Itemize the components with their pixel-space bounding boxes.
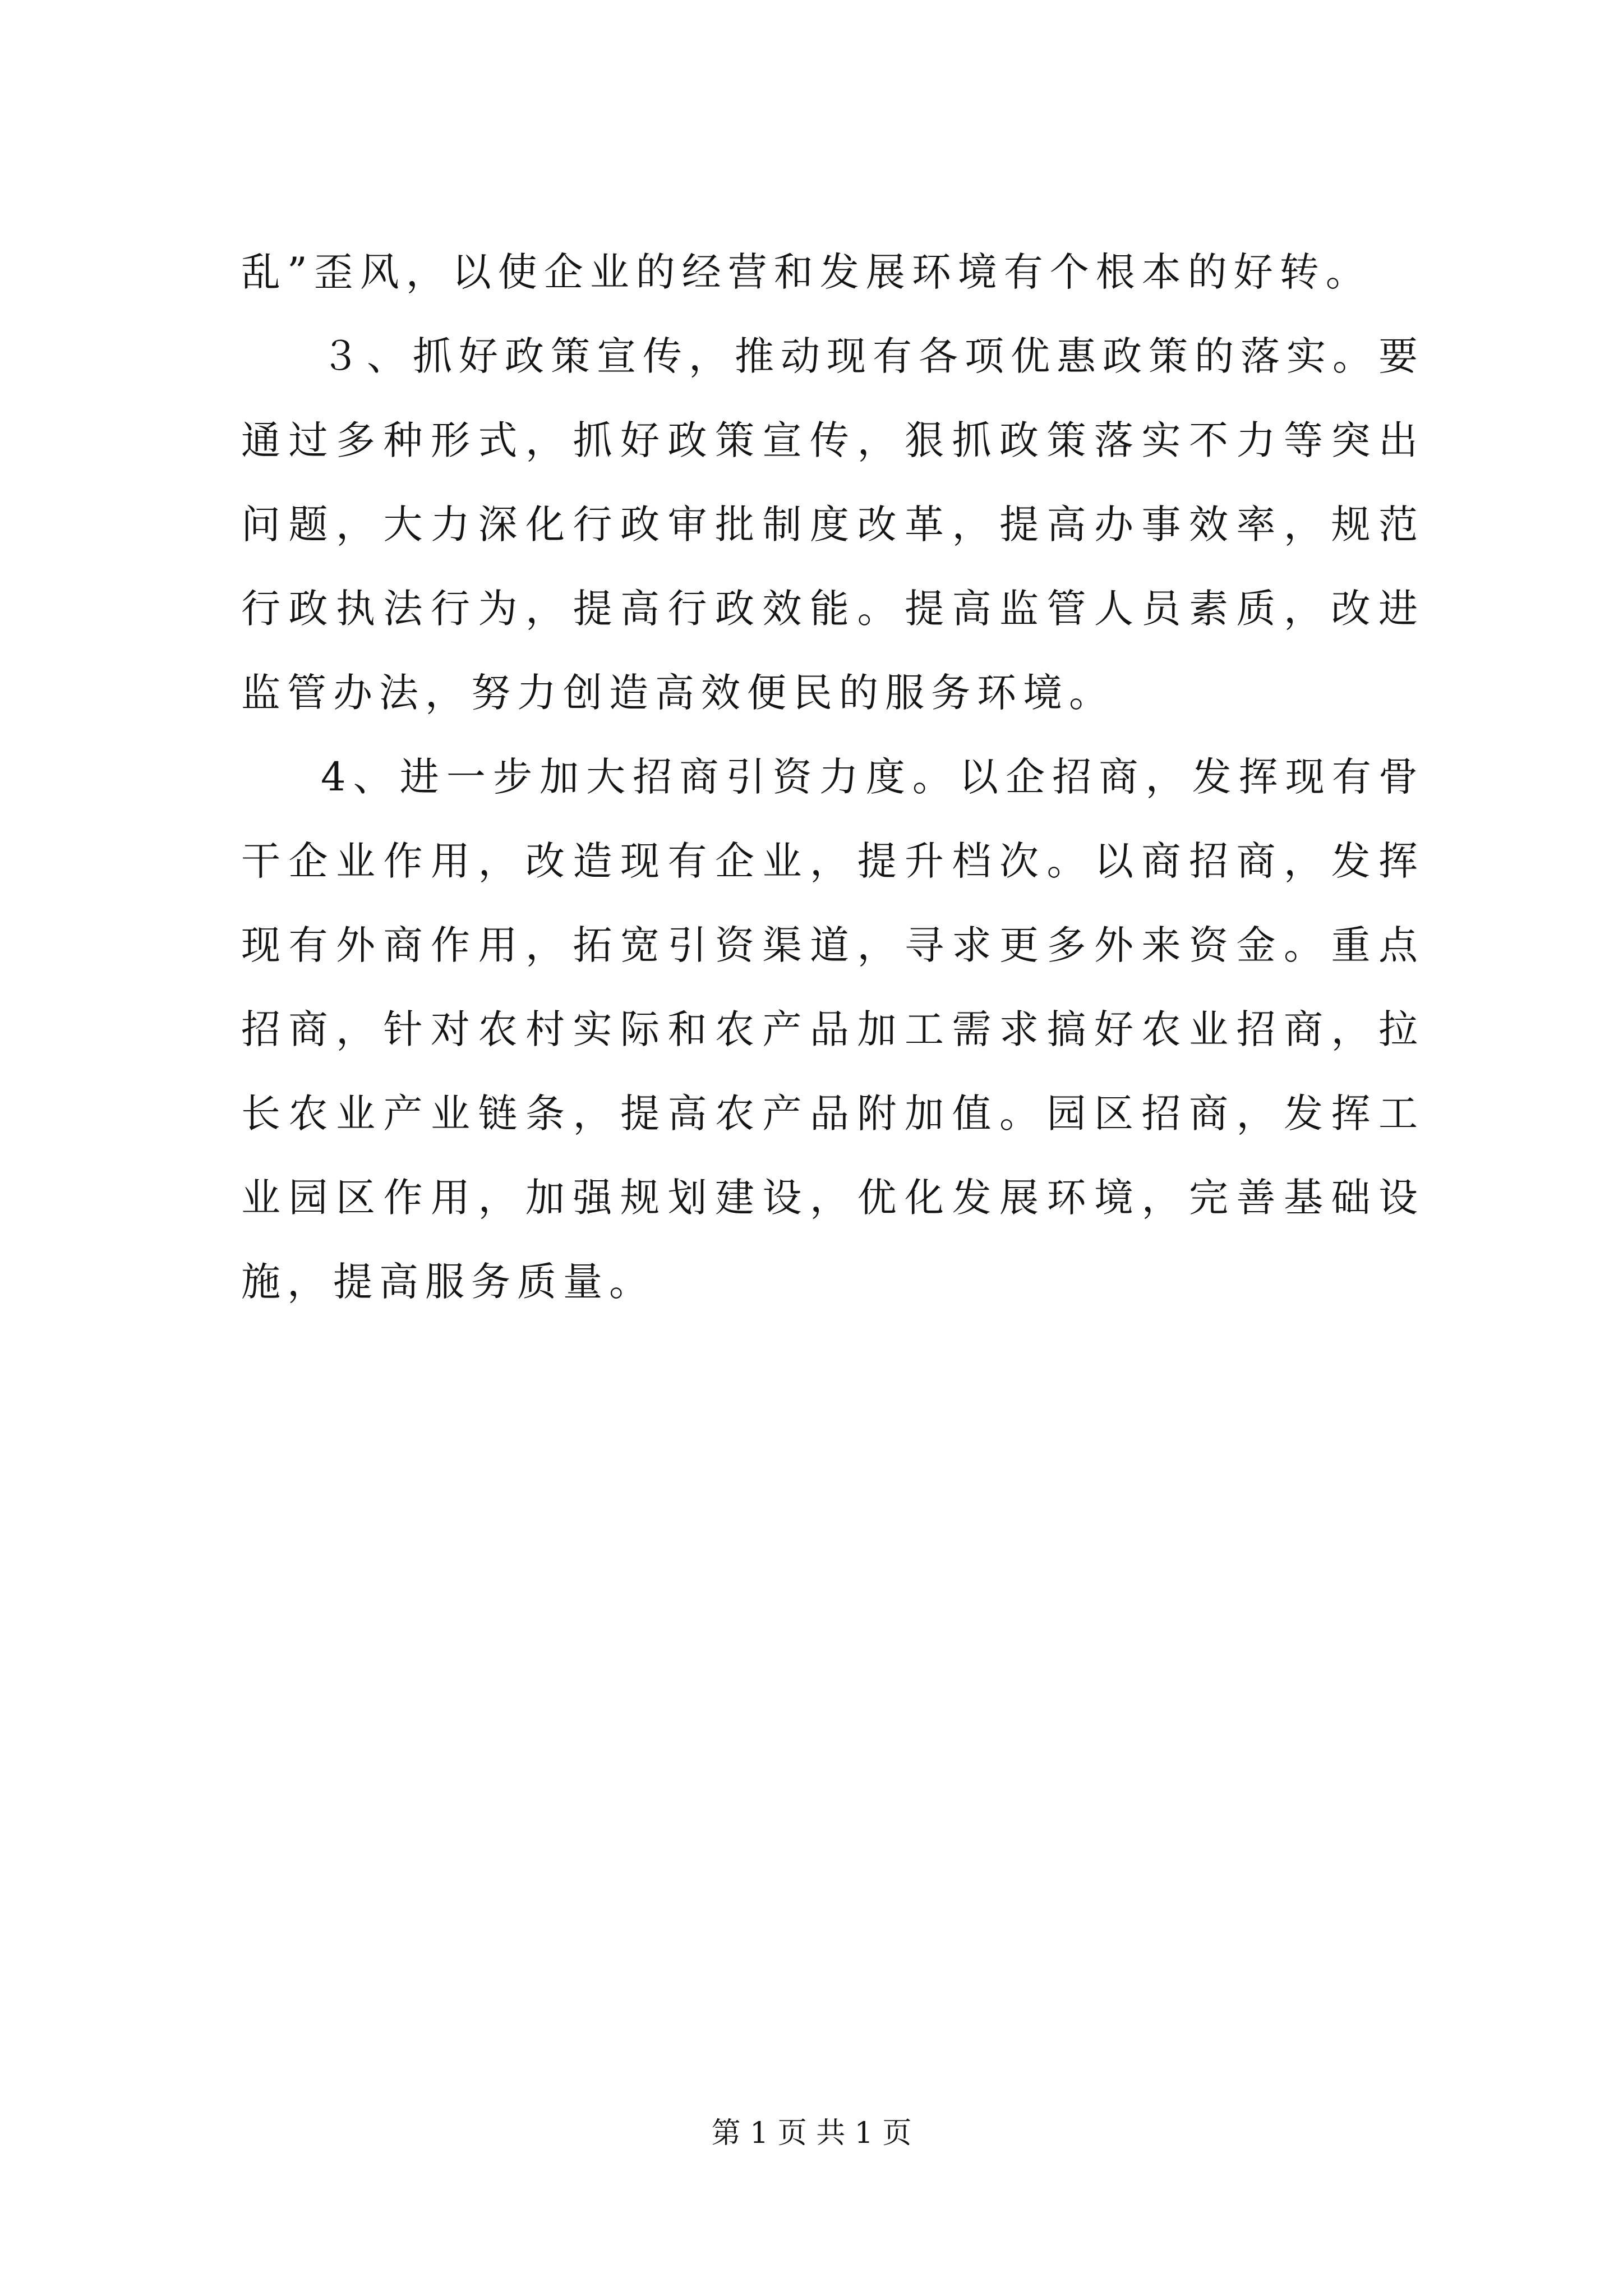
paragraph-investment-attraction: 4、进一步加大招商引资力度。以企招商，发挥现有骨干企业作用，改造现有企业，提升档次。以商招商，发挥现有外商作用，拓宽引资渠道，寻求更多外来资金。重点招商，针对农村实际和农产品加工需求搞好农业招商，拉长农业产业链条，提高农产品附加值。园区招商，发挥工业园区作用，加强规划建设，优化发展环境，完善基础设施，提高服务质量。 [241, 754, 1424, 1305]
paragraph-continuation: 乱”歪风，以使企业的经营和发展环境有个根本的好转。 [241, 249, 1372, 295]
paragraph-policy-promotion: ３、抓好政策宣传，推动现有各项优惠政策的落实。要通过多种形式，抓好政策宣传，狠抓政策落实不力等突出问题，大力深化行政审批制度改革，提高办事效率，规范行政执法行为，提高行政效能。提高监管人员素质，改进监管办法，努力创造高效便民的服务环境。 [241, 333, 1424, 716]
document-body [241, 230, 1424, 1324]
page-number-footer: 第 1 页 共 1 页 [711, 2116, 912, 2150]
